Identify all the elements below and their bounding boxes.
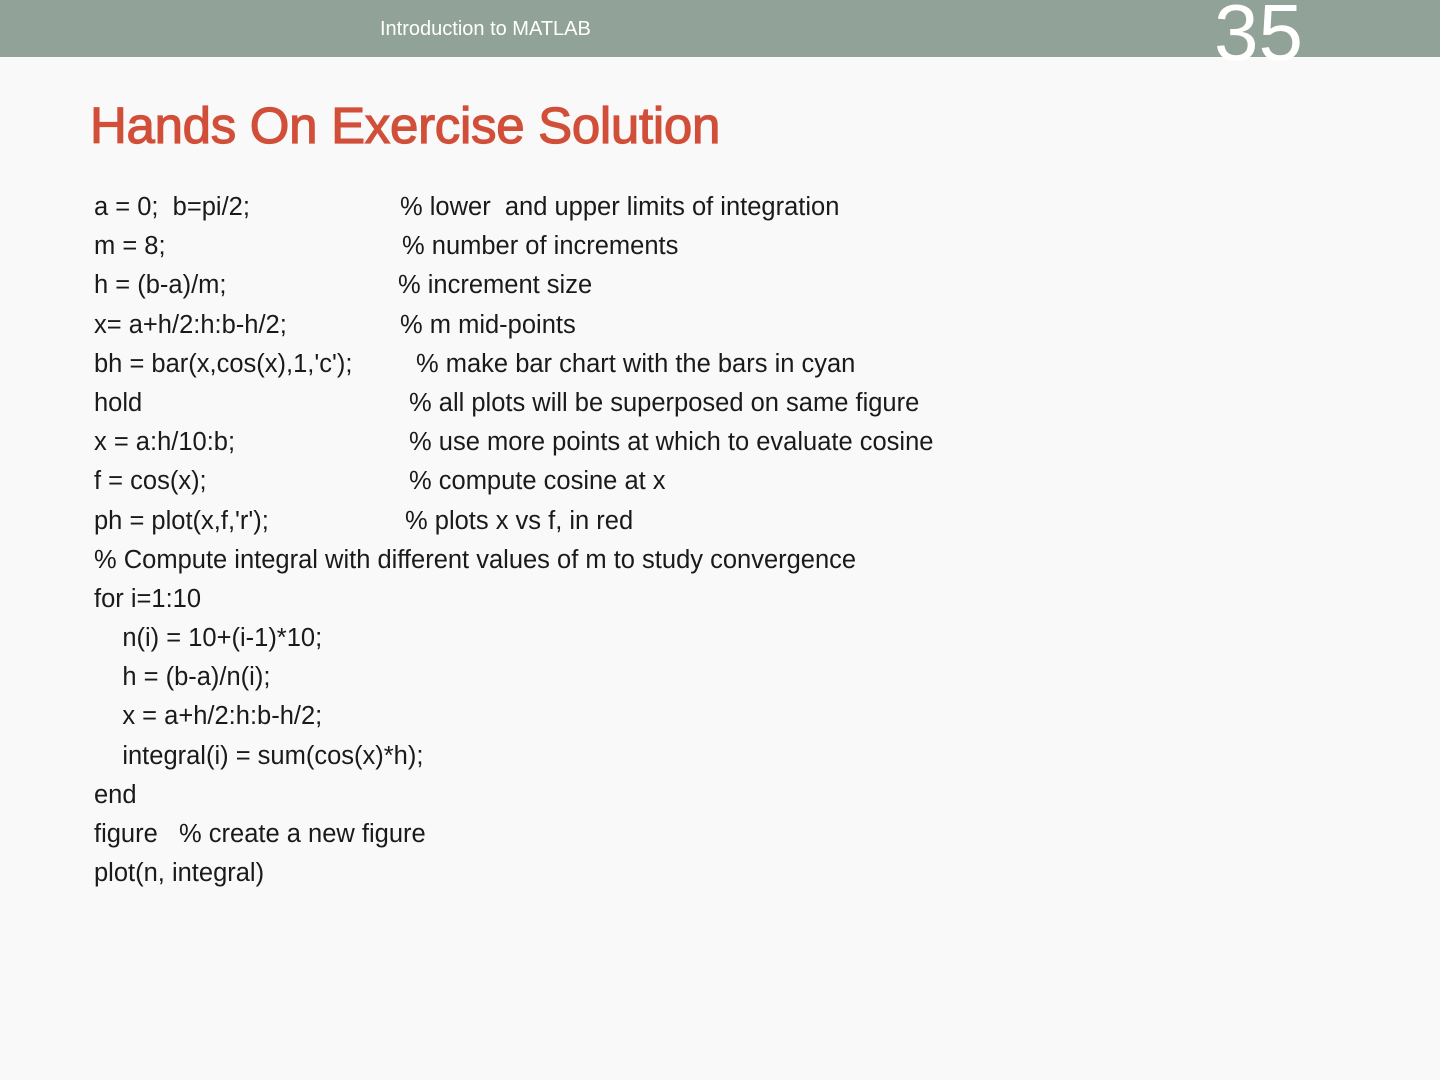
code-comment: % m mid-points — [400, 310, 576, 339]
code-text: a = 0; b=pi/2; — [94, 193, 250, 221]
code-text: m = 8; — [94, 232, 166, 261]
code-line — [94, 854, 856, 893]
code-text: % Compute integral with different values of m to study convergence — [94, 545, 857, 574]
code-comment: % increment size — [398, 271, 593, 300]
code-line — [94, 580, 856, 619]
presentation-title: Introduction to MATLAB — [380, 18, 591, 40]
code-text: figure % create a new figure — [94, 820, 426, 848]
slide-number: 35 — [1214, 0, 1303, 77]
code-line — [94, 384, 920, 423]
code-text: x = a:h/10:b; — [94, 428, 236, 457]
code-text: plot(n, integral) — [94, 859, 265, 888]
code-comment: % plots x vs f, in red — [405, 506, 634, 535]
code-line — [94, 188, 856, 227]
code-comment: % compute cosine at x — [409, 467, 666, 496]
code-line — [94, 619, 856, 658]
code-line — [94, 658, 856, 697]
header-bar — [0, 0, 1440, 77]
code-comment: % make bar chart with the bars in cyan — [416, 349, 856, 378]
code-text: h = (b-a)/n(i); — [94, 663, 271, 692]
code-line — [94, 502, 856, 541]
slide-title: Hands On Exercise Solution — [90, 97, 721, 154]
code-comment: % lower and upper limits of integration — [400, 193, 840, 221]
code-listing — [94, 188, 934, 893]
code-line — [94, 306, 856, 345]
code-text: f = cos(x); — [94, 467, 207, 496]
code-text: h = (b-a)/m; — [94, 271, 227, 300]
code-text: integral(i) = sum(cos(x)*h); — [94, 741, 424, 770]
code-line — [94, 462, 856, 501]
code-text: ph = plot(x,f,'r'); — [94, 506, 269, 535]
code-line — [94, 815, 856, 854]
code-comment: % use more points at which to evaluate cosine — [409, 428, 934, 457]
code-line — [94, 227, 856, 266]
code-line — [94, 266, 856, 305]
code-text: hold — [94, 388, 143, 417]
code-line — [94, 776, 856, 815]
code-text: end — [94, 780, 137, 809]
code-line — [94, 423, 934, 462]
code-text: for i=1:10 — [94, 584, 202, 613]
code-comment: % number of increments — [402, 232, 679, 261]
code-text: x = a+h/2:h:b-h/2; — [94, 702, 323, 731]
code-line — [94, 737, 856, 776]
code-comment: % all plots will be superposed on same figure — [409, 388, 920, 417]
code-line — [94, 697, 856, 736]
code-text: x= a+h/2:h:b-h/2; — [94, 310, 287, 339]
code-text: n(i) = 10+(i-1)*10; — [94, 624, 323, 653]
code-text: bh = bar(x,cos(x),1,'c'); — [94, 349, 353, 378]
code-line — [94, 541, 856, 580]
code-line — [94, 345, 856, 384]
